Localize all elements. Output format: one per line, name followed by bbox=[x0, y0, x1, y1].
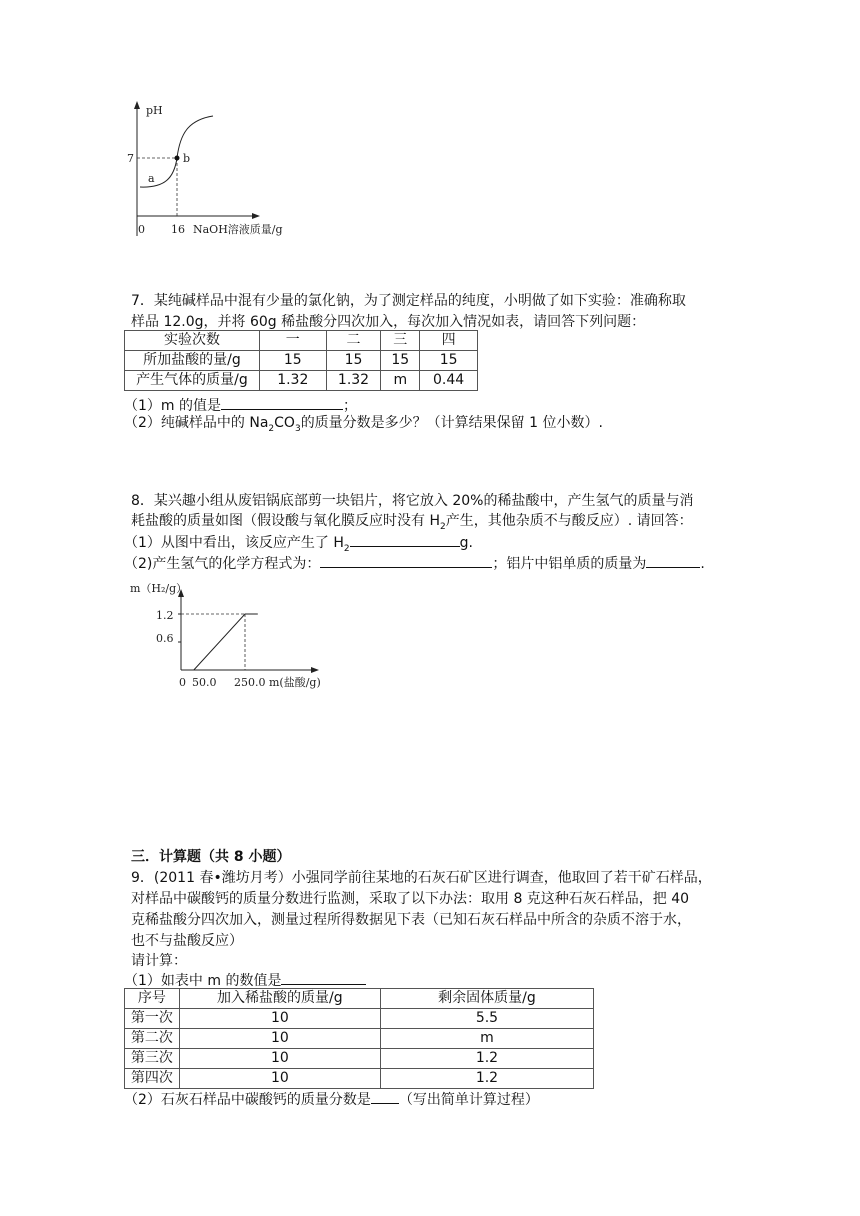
q8-answer-blank-2[interactable] bbox=[320, 552, 492, 568]
ph-chart-ylabel: pH bbox=[146, 104, 163, 117]
q7-table bbox=[124, 330, 478, 391]
table-cell: m bbox=[381, 371, 420, 391]
q9-sub-2 bbox=[124, 1088, 539, 1110]
table-cell: 产生气体的质量/g bbox=[125, 371, 260, 391]
q8-sub-2-text: （2)产生氢气的化学方程式为： bbox=[124, 556, 321, 572]
q9-sub-1-text: （1）如表中 m 的数值是 bbox=[124, 973, 282, 989]
hydrogen-chart-x-tick: 0 bbox=[179, 676, 186, 689]
q8-sub-1-subscript: 2 bbox=[343, 543, 350, 554]
q7-line-2: 样品 12.0g，并将 60g 稀盐酸分四次加入，每次加入情况如表，请回答下列问题： bbox=[131, 314, 646, 330]
q9-line-2: 对样品中碳酸钙的质量分数进行监测，采取了以下办法：取用 8 克这种石灰石样品，把 40 bbox=[131, 891, 690, 907]
q9-answer-blank-1[interactable] bbox=[281, 969, 366, 985]
table-row bbox=[125, 331, 478, 351]
q8-line-2-text: 耗盐酸的质量如图（假设酸与氧化膜反应时没有 H bbox=[131, 513, 440, 529]
table-cell: 四 bbox=[420, 331, 478, 351]
ph-chart-point-b bbox=[175, 156, 180, 161]
q7-sub-2-subscript-1: 2 bbox=[268, 423, 275, 434]
table-row bbox=[125, 989, 594, 1009]
section-3-title: 三．计算题（共 8 小题） bbox=[131, 849, 291, 865]
hydrogen-chart-x-tick: 250.0 bbox=[234, 676, 266, 689]
table-cell: 二 bbox=[326, 331, 381, 351]
hydrogen-chart-x-arrow bbox=[311, 667, 319, 673]
ph-chart-label-a: a bbox=[148, 172, 155, 185]
q8-line-2-suffix: 产生，其他杂质不与酸反应）. 请回答： bbox=[445, 513, 693, 529]
q9-answer-blank-2[interactable] bbox=[371, 1088, 399, 1104]
q7-sub-1-suffix: ； bbox=[343, 398, 357, 414]
q7-sub-2-text: （2）纯碱样品中的 Na bbox=[124, 415, 269, 431]
q7-sub-2-mid: CO bbox=[274, 415, 295, 431]
q9-sub-2-text: （2）石灰石样品中碳酸钙的质量分数是 bbox=[124, 1092, 371, 1108]
table-cell: 15 bbox=[420, 351, 478, 371]
hydrogen-chart-xlabel: m(盐酸/g) bbox=[269, 676, 321, 689]
table-cell: 10 bbox=[179, 1049, 380, 1069]
table-cell: 10 bbox=[179, 1009, 380, 1029]
ph-chart-y-arrow bbox=[134, 101, 140, 109]
q8-sub-2-mid: ；铝片中铝单质的质量为 bbox=[492, 556, 647, 572]
table-cell: 实验次数 bbox=[125, 331, 260, 351]
table-cell: 所加盐酸的量/g bbox=[125, 351, 260, 371]
table-cell: 第一次 bbox=[125, 1009, 180, 1029]
q8-answer-blank-3[interactable] bbox=[646, 552, 700, 568]
q7-sub-2-subscript-2: 3 bbox=[294, 423, 301, 434]
q7-answer-blank-1[interactable] bbox=[221, 394, 343, 410]
ph-chart-x-tick: 16 bbox=[171, 223, 185, 236]
table-row bbox=[125, 1069, 594, 1089]
table-cell: 1.2 bbox=[380, 1069, 593, 1089]
ph-chart-x-arrow bbox=[252, 213, 260, 219]
table-cell: 第二次 bbox=[125, 1029, 180, 1049]
table-cell: 第三次 bbox=[125, 1049, 180, 1069]
q8-line-2-subscript: 2 bbox=[439, 521, 446, 532]
table-cell: 第四次 bbox=[125, 1069, 180, 1089]
q7-sub-2-suffix: 的质量分数是多少？（计算结果保留 1 位小数）. bbox=[300, 415, 603, 431]
table-cell: 1.32 bbox=[259, 371, 326, 391]
table-cell: 15 bbox=[259, 351, 326, 371]
table-cell: 序号 bbox=[125, 989, 180, 1009]
q8-answer-blank-1[interactable] bbox=[350, 531, 460, 547]
q8-line-1: 8．某兴趣小组从废铝锅底部剪一块铝片，将它放入 20%的稀盐酸中，产生氢气的质量与消 bbox=[131, 493, 694, 509]
table-cell: 一 bbox=[259, 331, 326, 351]
table-cell: 10 bbox=[179, 1029, 380, 1049]
table-cell: 三 bbox=[381, 331, 420, 351]
table-cell: 1.2 bbox=[380, 1049, 593, 1069]
q7-line-1: 7．某纯碱样品中混有少量的氯化钠，为了测定样品的纯度，小明做了如下实验：准确称取 bbox=[131, 293, 686, 309]
ph-chart-label-b: b bbox=[183, 152, 191, 165]
table-cell: 1.32 bbox=[326, 371, 381, 391]
ph-chart-origin: 0 bbox=[138, 223, 145, 236]
table-cell: 10 bbox=[179, 1069, 380, 1089]
table-row bbox=[125, 371, 478, 391]
table-row bbox=[125, 1049, 594, 1069]
ph-chart bbox=[120, 96, 290, 241]
table-cell: 15 bbox=[381, 351, 420, 371]
q9-line-1: 9．(2011 春•潍坊月考）小强同学前往某地的石灰石矿区进行调查，他取回了若干矿石样品， bbox=[131, 870, 712, 886]
q7-sub-1-text: （1）m 的值是 bbox=[124, 398, 221, 414]
q9-sub-2-suffix: （写出简单计算过程） bbox=[398, 1092, 539, 1108]
q8-sub-2 bbox=[124, 552, 705, 574]
hydrogen-chart-y-tick: 0.6 bbox=[156, 632, 174, 645]
hydrogen-chart-x-tick: 50.0 bbox=[192, 676, 217, 689]
table-cell: 剩余固体质量/g bbox=[380, 989, 593, 1009]
ph-chart-y-tick: 7 bbox=[127, 152, 134, 165]
q9-line-3: 克稀盐酸分四次加入，测量过程所得数据见下表（已知石灰石样品中所含的杂质不溶于水， bbox=[131, 912, 691, 928]
table-cell: 加入稀盐酸的质量/g bbox=[179, 989, 380, 1009]
hydrogen-chart-ylabel: m（H₂/g） bbox=[130, 582, 188, 595]
table-cell: 15 bbox=[326, 351, 381, 371]
hydrogen-chart-series-line bbox=[194, 614, 258, 670]
table-row bbox=[125, 351, 478, 371]
hydrogen-chart bbox=[128, 572, 348, 692]
q7-sub-2 bbox=[124, 413, 603, 439]
q9-line-5: 请计算： bbox=[131, 953, 187, 969]
table-cell: m bbox=[380, 1029, 593, 1049]
table-cell: 5.5 bbox=[380, 1009, 593, 1029]
q8-sub-1-text: （1）从图中看出，该反应产生了 H bbox=[124, 535, 344, 551]
table-row bbox=[125, 1009, 594, 1029]
q9-table bbox=[124, 988, 594, 1089]
q9-line-4: 也不与盐酸反应） bbox=[131, 933, 243, 949]
ph-chart-xlabel: NaOH溶液质量/g bbox=[193, 223, 283, 236]
hydrogen-chart-y-tick: 1.2 bbox=[156, 609, 174, 622]
table-row bbox=[125, 1029, 594, 1049]
table-cell: 0.44 bbox=[420, 371, 478, 391]
q8-sub-2-suffix: . bbox=[700, 556, 705, 572]
q8-sub-1-suffix: g. bbox=[459, 535, 473, 551]
